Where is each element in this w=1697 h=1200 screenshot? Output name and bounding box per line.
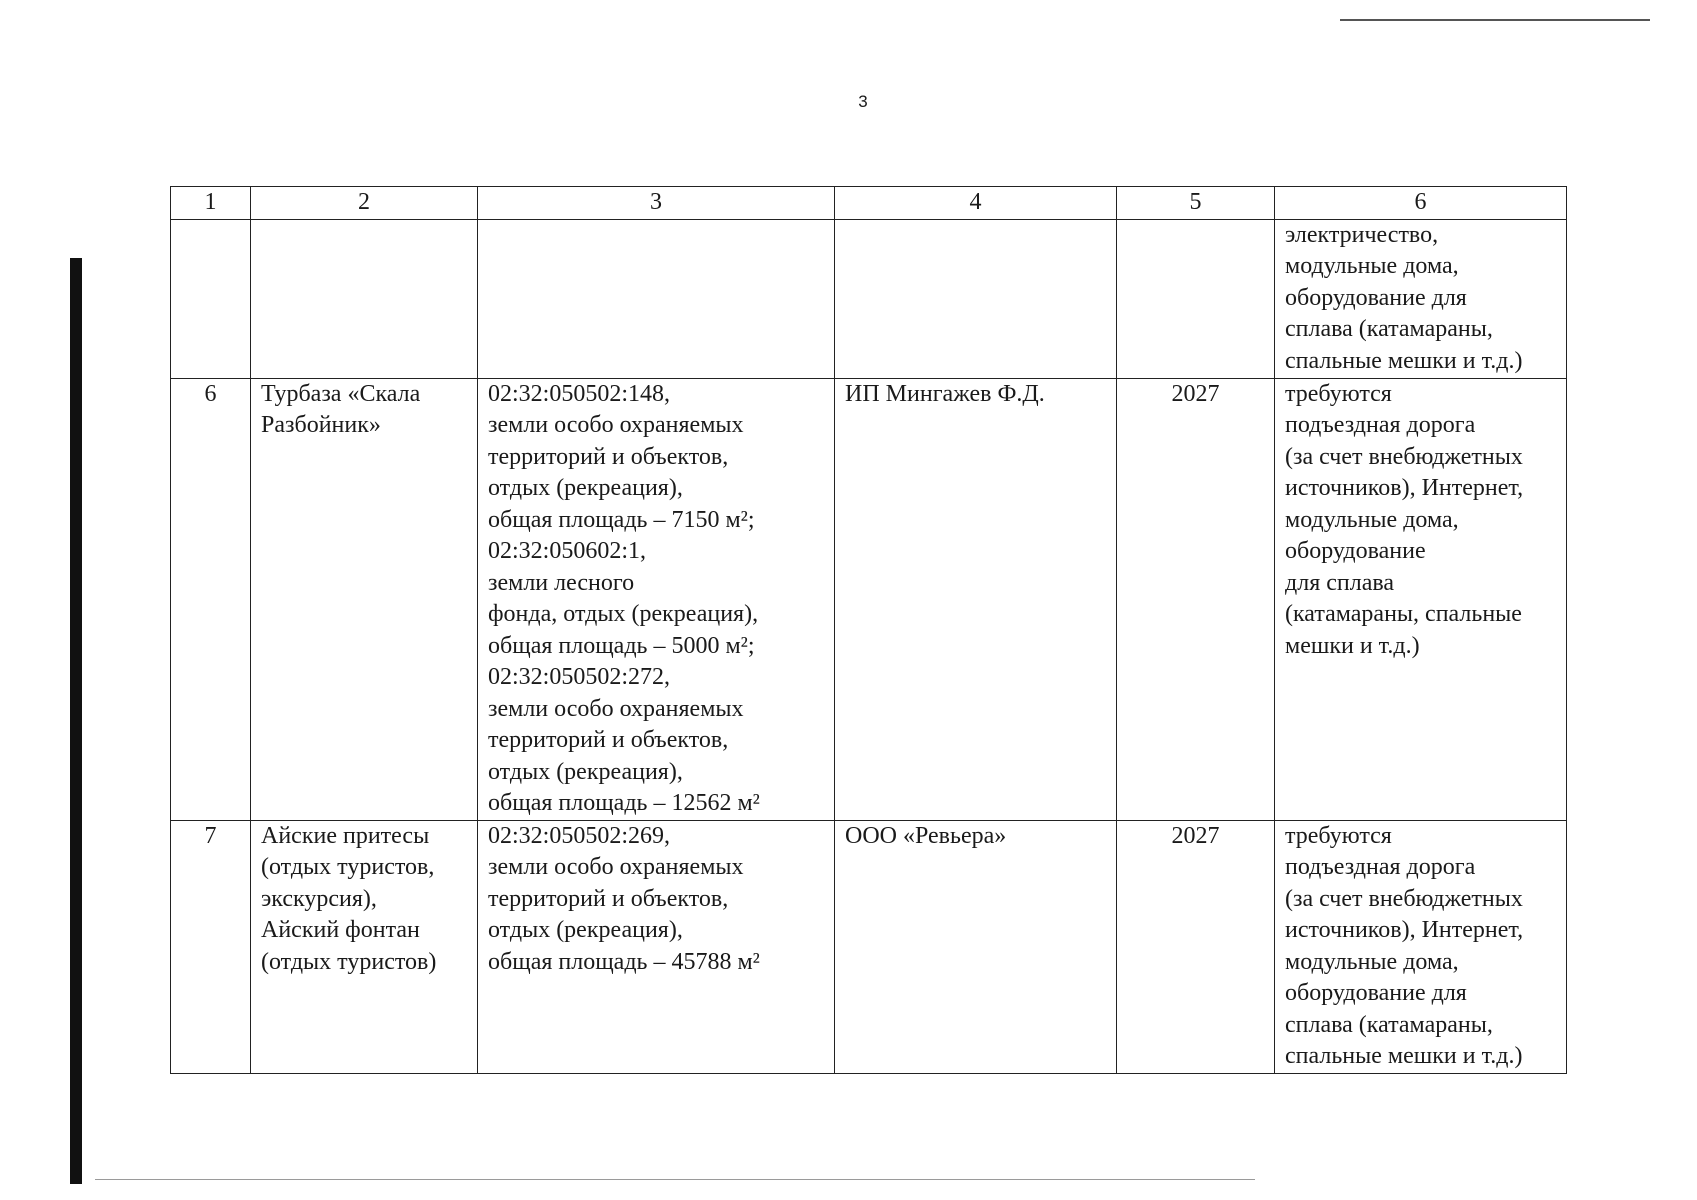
- table-row: [171, 378, 1567, 820]
- table-header-row: [171, 187, 1567, 220]
- column-header: 6: [1275, 187, 1567, 220]
- table-row: [171, 219, 1567, 378]
- land-plot-cell: 02:32:050502:148, земли особо охраняемых территорий и объектов, отдых (рекреация), общая площадь – 7150 м²; 02:32:050602:1, земли лесного фонда, отдых (рекреация), общая площадь – 5000 м²; 02:32:050502:272, земли особо охраняемых территорий и объектов, отдых (рекреация), общая площадь – 12562 м²: [478, 378, 835, 820]
- column-header: 1: [171, 187, 251, 220]
- year-cell: 2027: [1117, 820, 1275, 1073]
- investor-cell: ООО «Ревьера»: [835, 820, 1117, 1073]
- row-number-cell: [171, 219, 251, 378]
- object-name-cell: Турбаза «Скала Разбойник»: [251, 378, 478, 820]
- land-plot-cell: 02:32:050502:269, земли особо охраняемых территорий и объектов, отдых (рекреация), общая площадь – 45788 м²: [478, 820, 835, 1073]
- scan-left-edge: [70, 258, 82, 1184]
- year-cell: [1117, 219, 1275, 378]
- data-table: [170, 186, 1567, 1074]
- requirements-cell: требуются подъездная дорога (за счет внебюджетных источников), Интернет, модульные дома, оборудование для сплава (катамараны, спальные мешки и т.д.): [1275, 820, 1567, 1073]
- row-number-cell: 6: [171, 378, 251, 820]
- scan-top-line: [1340, 19, 1650, 21]
- column-header: 5: [1117, 187, 1275, 220]
- column-header: 4: [835, 187, 1117, 220]
- requirements-cell: электричество, модульные дома, оборудование для сплава (катамараны, спальные мешки и т.д.): [1275, 219, 1567, 378]
- investor-cell: [835, 219, 1117, 378]
- table-row: [171, 820, 1567, 1073]
- object-name-cell: Айские притесы (отдых туристов, экскурсия), Айский фонтан (отдых туристов): [251, 820, 478, 1073]
- object-name-cell: [251, 219, 478, 378]
- scan-bottom-line: [95, 1179, 1255, 1180]
- investor-cell: ИП Мингажев Ф.Д.: [835, 378, 1117, 820]
- row-number-cell: 7: [171, 820, 251, 1073]
- year-cell: 2027: [1117, 378, 1275, 820]
- column-header: 3: [478, 187, 835, 220]
- column-header: 2: [251, 187, 478, 220]
- land-plot-cell: [478, 219, 835, 378]
- requirements-cell: требуются подъездная дорога (за счет внебюджетных источников), Интернет, модульные дома, оборудование для сплава (катамараны, спальные мешки и т.д.): [1275, 378, 1567, 820]
- page-number: 3: [858, 92, 868, 111]
